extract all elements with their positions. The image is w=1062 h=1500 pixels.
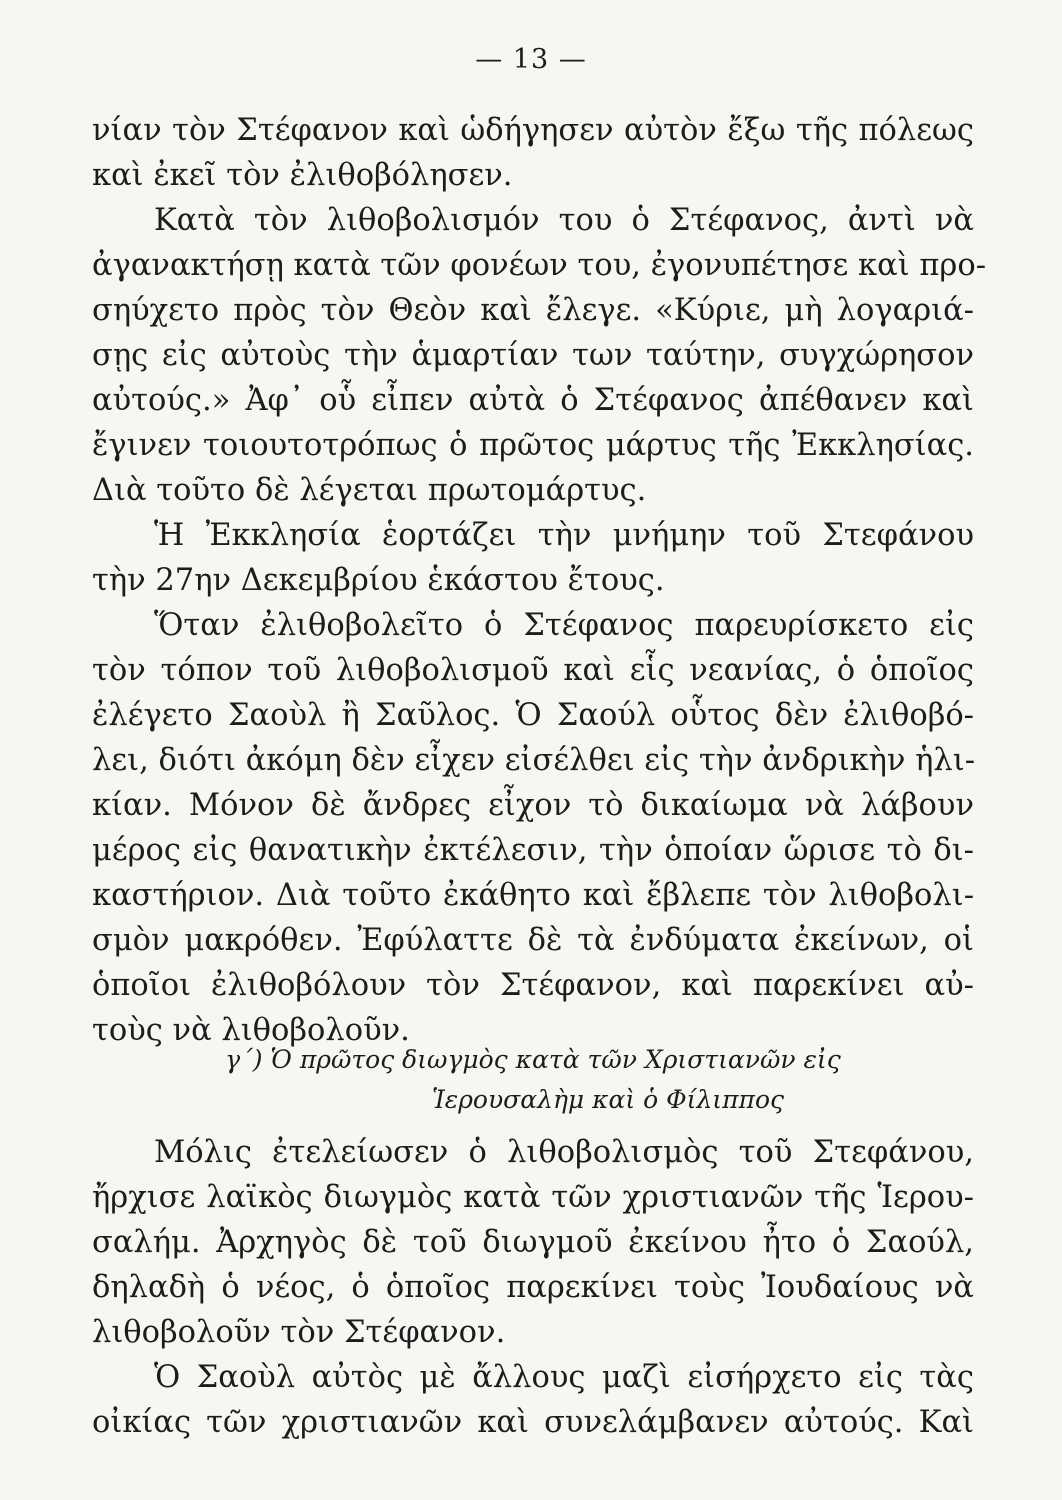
text-line: δηλαδὴ ὁ νέος, ὁ ὁποῖος παρεκίνει τοὺς Ἰουδαίους νὰ [92, 1270, 974, 1305]
text-line: Ἡ Ἐκκλησία ἑορτάζει τὴν μνήμην τοῦ Στεφάνου [154, 518, 974, 553]
text-line: νίαν τὸν Στέφανον καὶ ὡδήγησεν αὐτὸν ἔξω τῆς πόλεως [92, 113, 974, 148]
text-line: Διὰ τοῦτο δὲ λέγεται πρωτομάρτυς. [92, 473, 647, 508]
text-line: καὶ ἐκεῖ τὸν ἐλιθοβόλησεν. [92, 158, 513, 193]
text-line: καστήριον. Διὰ τοῦτο ἐκάθητο καὶ ἔβλεπε τὸν λιθοβολι- [92, 878, 974, 913]
text-line: τοὺς νὰ λιθοβολοῦν. [92, 1013, 410, 1048]
text-line: σῃς εἰς αὐτοὺς τὴν ἁμαρτίαν των ταύτην, συγχώρησον [92, 338, 974, 373]
section-heading-line-1: γ΄) Ὁ πρῶτος διωγμὸς κατὰ τῶν Χριστιανῶν εἰς [225, 1045, 841, 1074]
text-line: τὸν τόπον τοῦ λιθοβολισμοῦ καὶ εἷς νεανίας, ὁ ὁποῖος [92, 653, 974, 688]
text-line: ἀγανακτήσῃ κατὰ τῶν φονέων του, ἐγονυπέτησε καὶ προ- [92, 248, 987, 283]
text-line: σηύχετο πρὸς τὸν Θεὸν καὶ ἔλεγε. «Κύριε, μὴ λογαριά- [92, 293, 974, 328]
text-line: κίαν. Μόνον δὲ ἄνδρες εἶχον τὸ δικαίωμα νὰ λάβουν [92, 788, 974, 823]
page-number: — 13 — [475, 44, 587, 75]
text-line: Μόλις ἐτελείωσεν ὁ λιθοβολισμὸς τοῦ Στεφάνου, [154, 1135, 974, 1170]
text-line: λει, διότι ἀκόμη δὲν εἶχεν εἰσέλθει εἰς τὴν ἀνδρικὴν ἡλι- [92, 743, 976, 778]
text-line: ἔγινεν τοιουτοτρόπως ὁ πρῶτος μάρτυς τῆς Ἐκκλησίας. [92, 428, 974, 463]
text-line: Ὁ Σαοὺλ αὐτὸς μὲ ἄλλους μαζὶ εἰσήρχετο εἰς τὰς [154, 1360, 974, 1395]
text-line: λιθοβολοῦν τὸν Στέφανον. [92, 1315, 506, 1350]
body-text-bottom [92, 1130, 974, 1445]
text-line: ἤρχισε λαϊκὸς διωγμὸς κατὰ τῶν χριστιανῶν τῆς Ἱερου- [92, 1180, 974, 1215]
text-line: σμὸν μακρόθεν. Ἐφύλαττε δὲ τὰ ἐνδύματα ἐκείνων, οἱ [92, 923, 974, 958]
text-line: μέρος εἰς θανατικὴν ἐκτέλεσιν, τὴν ὁποίαν ὥρισε τὸ δι- [92, 833, 974, 868]
text-line: ἐλέγετο Σαοὺλ ἢ Σαῦλος. Ὁ Σαούλ οὗτος δὲν ἐλιθοβό- [92, 698, 974, 733]
text-line: Ὅταν ἐλιθοβολεῖτο ὁ Στέφανος παρευρίσκετο εἰς [154, 608, 974, 643]
body-text-top [92, 108, 987, 1053]
section-heading-line-2: Ἱερουσαλὴμ καὶ ὁ Φίλιππος [431, 1085, 784, 1114]
text-line: Κατὰ τὸν λιθοβολισμόν του ὁ Στέφανος, ἀντὶ νὰ [154, 203, 974, 238]
text-line: σαλήμ. Ἀρχηγὸς δὲ τοῦ διωγμοῦ ἐκείνου ἦτο ὁ Σαούλ, [92, 1225, 974, 1260]
text-line: οἰκίας τῶν χριστιανῶν καὶ συνελάμβανεν αὐτούς. Καὶ [92, 1405, 974, 1440]
text-line: ὁποῖοι ἐλιθοβόλουν τὸν Στέφανον, καὶ παρεκίνει αὐ- [92, 968, 974, 1003]
text-line: αὐτούς.» Ἀφ᾿ οὗ εἶπεν αὐτὰ ὁ Στέφανος ἀπέθανεν καὶ [92, 383, 974, 418]
text-line: τὴν 27ην Δεκεμβρίου ἑκάστου ἔτους. [92, 563, 665, 598]
section-heading [92, 1040, 974, 1120]
